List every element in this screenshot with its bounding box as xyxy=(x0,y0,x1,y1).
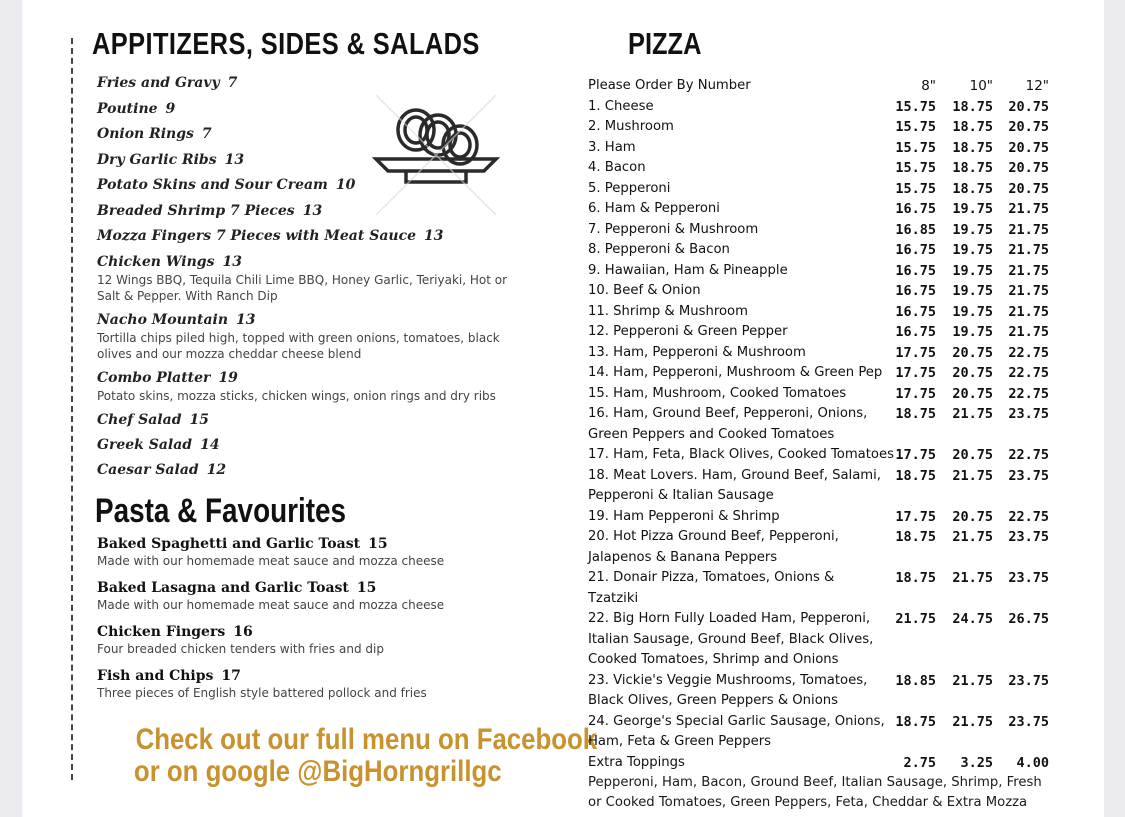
pizza-price: 22.75 xyxy=(1008,344,1049,361)
item-price: 15 xyxy=(368,536,388,552)
pizza-price: 22.75 xyxy=(1008,385,1049,402)
pizza-row xyxy=(588,322,1058,343)
item-name: Chicken Wings xyxy=(97,253,215,270)
pizza-name: 8. Pepperoni & Bacon xyxy=(588,242,730,257)
item-price: 13 xyxy=(236,311,256,328)
pizza-name: 17. Ham, Feta, Black Olives, Cooked Tomatoes xyxy=(588,447,894,462)
pizza-price: 16.75 xyxy=(895,283,936,299)
pizza-row xyxy=(588,507,1058,528)
pizza-price: 18.75 xyxy=(895,406,936,422)
appetizers-title: APPITIZERS, SIDES & SALADS xyxy=(92,26,480,61)
pizza-title: PIZZA xyxy=(628,26,702,61)
pizza-name: 4. Bacon xyxy=(588,160,646,175)
pizza-name: 12. Pepperoni & Green Pepper xyxy=(588,324,788,339)
appetizer-item xyxy=(97,227,517,246)
item-price: 19 xyxy=(218,369,238,386)
pizza-row xyxy=(588,609,1058,671)
pizza-row xyxy=(588,466,1058,507)
pizza-price: 17.75 xyxy=(895,344,936,361)
pizza-row xyxy=(588,343,1058,364)
pizza-header-row xyxy=(588,76,1058,97)
item-price: 13 xyxy=(302,202,323,219)
size-8: 8" xyxy=(921,78,936,94)
pizza-name: 20. Hot Pizza Ground Beef, Pepperoni, Jalapenos & Banana Peppers xyxy=(588,529,839,565)
pizza-name: Extra Toppings xyxy=(588,754,685,770)
pizza-price: 20.75 xyxy=(1008,119,1049,135)
pizza-price: 16.75 xyxy=(895,324,936,340)
item-price: 16 xyxy=(233,624,253,640)
pizza-row xyxy=(588,138,1058,159)
pizza-price: 3.25 xyxy=(960,754,993,771)
pizza-price: 22.75 xyxy=(1008,447,1049,463)
pizza-price: 21.75 xyxy=(952,713,993,730)
pizza-price: 18.75 xyxy=(952,160,993,176)
pizza-price: 20.75 xyxy=(1008,98,1049,115)
pizza-price: 17.75 xyxy=(895,447,936,463)
item-name: Caesar Salad xyxy=(97,461,199,478)
item-description: Potato skins, mozza sticks, chicken wings, onion rings and dry ribs xyxy=(97,388,496,403)
pizza-price: 24.75 xyxy=(952,611,993,627)
pizza-row xyxy=(588,117,1058,138)
pizza-table xyxy=(588,76,1058,813)
pizza-row xyxy=(588,302,1058,323)
pizza-price: 16.85 xyxy=(895,221,936,238)
item-price: 12 xyxy=(206,461,227,478)
pizza-price: 23.75 xyxy=(1008,406,1049,422)
pizza-name: 15. Ham, Mushroom, Cooked Tomatoes xyxy=(588,385,847,401)
item-name: Dry Garlic Ribs xyxy=(97,151,217,168)
item-price: 9 xyxy=(165,100,176,117)
pizza-price: 18.85 xyxy=(895,672,936,689)
pasta-list xyxy=(97,535,537,711)
pizza-price: 21.75 xyxy=(895,611,936,627)
pizza-row xyxy=(588,97,1058,118)
item-name: Fries and Gravy xyxy=(97,75,220,91)
item-name: Baked Spaghetti and Garlic Toast xyxy=(97,536,361,552)
pizza-price: 21.75 xyxy=(952,570,993,586)
pizza-row xyxy=(588,568,1058,609)
pizza-row xyxy=(588,363,1058,384)
pizza-price: 16.75 xyxy=(895,242,936,258)
item-price: 15 xyxy=(189,411,209,428)
item-price: 7 xyxy=(201,126,212,142)
pizza-price: 21.75 xyxy=(1008,262,1049,279)
pizza-name: 23. Vickie's Veggie Mushrooms, Tomatoes, Black Olives, Green Peppers & Onions xyxy=(588,672,868,708)
pizza-price: 20.75 xyxy=(952,385,993,402)
item-description: Made with our homemade meat sauce and mozza cheese xyxy=(97,598,445,612)
pizza-name: 1. Cheese xyxy=(588,98,654,114)
pizza-price: 4.00 xyxy=(1016,754,1049,771)
item-name: Chicken Fingers xyxy=(97,624,226,640)
pizza-price: 17.75 xyxy=(895,365,936,381)
pasta-item xyxy=(97,579,537,597)
pizza-price: 20.75 xyxy=(952,508,993,525)
pizza-row xyxy=(588,384,1058,405)
pizza-row xyxy=(588,158,1058,179)
pizza-price: 18.75 xyxy=(895,570,936,586)
pizza-name: 19. Ham Pepperoni & Shrimp xyxy=(588,508,780,524)
pizza-name: 3. Ham xyxy=(588,139,636,155)
pizza-price: 22.75 xyxy=(1008,365,1049,381)
pizza-price: 23.75 xyxy=(1008,713,1049,730)
appetizer-item xyxy=(97,253,517,272)
pizza-price: 15.75 xyxy=(895,180,936,197)
pizza-price: 21.75 xyxy=(1008,324,1049,340)
size-12: 12" xyxy=(1025,78,1049,94)
item-description: Tortilla chips piled high, topped with green onions, tomatoes, black olives and our mozza cheddar cheese blend xyxy=(97,330,500,361)
pizza-row xyxy=(588,712,1058,753)
item-name: Breaded Shrimp 7 Pieces xyxy=(97,202,295,219)
pizza-price: 18.75 xyxy=(895,529,936,545)
pizza-price: 16.75 xyxy=(895,201,936,217)
pizza-price: 21.75 xyxy=(952,529,993,545)
pizza-name: 10. Beef & Onion xyxy=(588,283,701,298)
pizza-price: 21.75 xyxy=(1008,303,1049,320)
pizza-price: 18.75 xyxy=(952,119,993,135)
pizza-price: 21.75 xyxy=(1008,221,1049,238)
size-10: 10" xyxy=(969,78,993,94)
item-price: 7 xyxy=(227,75,238,91)
dashed-divider xyxy=(71,38,73,780)
pizza-price: 23.75 xyxy=(1008,467,1049,484)
pizza-price: 21.75 xyxy=(1008,201,1049,217)
pizza-price: 15.75 xyxy=(895,98,936,115)
pizza-price: 21.75 xyxy=(1008,242,1049,258)
appetizer-item xyxy=(97,461,517,480)
pizza-price: 21.75 xyxy=(952,672,993,689)
pizza-price: 16.75 xyxy=(895,303,936,320)
item-description: 12 Wings BBQ, Tequila Chili Lime BBQ, Honey Garlic, Teriyaki, Hot or Salt & Pepper. With Ranch Dip xyxy=(97,272,508,303)
pizza-price: 23.75 xyxy=(1008,570,1049,586)
pasta-title: Pasta & Favourites xyxy=(95,492,347,530)
order-note: Please Order By Number xyxy=(588,78,751,93)
appetizer-item xyxy=(97,311,517,330)
pizza-name: 9. Hawaiian, Ham & Pineapple xyxy=(588,262,788,278)
pizza-price: 18.75 xyxy=(895,713,936,730)
pizza-row xyxy=(588,527,1058,568)
pizza-price: 2.75 xyxy=(903,754,936,771)
item-name: Combo Platter xyxy=(97,369,211,386)
pizza-price: 17.75 xyxy=(895,508,936,525)
pizza-row xyxy=(588,404,1058,445)
pizza-name: 21. Donair Pizza, Tomatoes, Onions & Tzatziki xyxy=(588,570,835,606)
pizza-row xyxy=(588,753,1058,774)
item-name: Greek Salad xyxy=(97,436,193,453)
pizza-price: 23.75 xyxy=(1008,672,1049,689)
pizza-name: 7. Pepperoni & Mushroom xyxy=(588,221,759,237)
onion-rings-plate-icon xyxy=(366,85,506,225)
pizza-price: 15.75 xyxy=(895,160,936,176)
pizza-price: 23.75 xyxy=(1008,529,1049,545)
facebook-promo xyxy=(98,723,598,788)
pizza-price: 18.75 xyxy=(895,467,936,484)
pizza-price: 19.75 xyxy=(952,221,993,238)
pizza-price: 18.75 xyxy=(952,98,993,115)
pizza-price: 18.75 xyxy=(952,180,993,197)
pizza-price: 17.75 xyxy=(895,385,936,402)
item-price: 10 xyxy=(335,177,356,193)
pizza-price: 19.75 xyxy=(952,283,993,299)
item-name: Chef Salad xyxy=(97,411,182,428)
pizza-price: 20.75 xyxy=(952,365,993,381)
pasta-item xyxy=(97,623,537,641)
pizza-row xyxy=(588,261,1058,282)
pizza-price: 21.75 xyxy=(952,406,993,422)
item-name: Mozza Fingers 7 Pieces with Meat Sauce xyxy=(97,228,416,244)
item-description: Made with our homemade meat sauce and mozza cheese xyxy=(97,554,445,568)
pizza-name: 18. Meat Lovers. Ham, Ground Beef, Salami, Pepperoni & Italian Sausage xyxy=(588,467,882,503)
item-price: 15 xyxy=(356,580,377,596)
pasta-item xyxy=(97,667,537,685)
pizza-price: 16.75 xyxy=(895,262,936,279)
pizza-name: 24. George's Special Garlic Sausage, Onions, Ham, Feta & Green Peppers xyxy=(588,713,885,749)
pizza-price: 19.75 xyxy=(952,324,993,340)
pizza-name: 11. Shrimp & Mushroom xyxy=(588,303,748,319)
pizza-name: 6. Ham & Pepperoni xyxy=(588,201,720,216)
item-name: Potato Skins and Sour Cream xyxy=(97,177,328,193)
item-name: Poutine xyxy=(97,100,158,117)
pizza-price: 20.75 xyxy=(952,344,993,361)
item-name: Fish and Chips xyxy=(97,668,214,684)
pizza-price: 15.75 xyxy=(895,139,936,156)
pizza-price: 21.75 xyxy=(1008,283,1049,299)
item-name: Nacho Mountain xyxy=(97,311,229,328)
pizza-name: 16. Ham, Ground Beef, Pepperoni, Onions, Green Peppers and Cooked Tomatoes xyxy=(588,406,868,442)
pizza-price: 18.75 xyxy=(952,139,993,156)
pizza-name: 22. Big Horn Fully Loaded Ham, Pepperoni, Italian Sausage, Ground Beef, Black Olives, Cooked Tomatoes, Shrimp and Onions xyxy=(588,611,874,667)
pizza-row xyxy=(588,281,1058,302)
pizza-row xyxy=(588,199,1058,220)
pizza-row xyxy=(588,179,1058,200)
item-price: 14 xyxy=(200,436,220,453)
appetizer-item xyxy=(97,436,517,455)
pizza-name: 13. Ham, Pepperoni & Mushroom xyxy=(588,344,806,360)
pizza-price: 20.75 xyxy=(1008,160,1049,176)
pizza-price: 15.75 xyxy=(895,119,936,135)
pizza-row xyxy=(588,671,1058,712)
item-price: 13 xyxy=(424,228,444,244)
item-name: Onion Rings xyxy=(97,126,194,142)
pizza-row xyxy=(588,240,1058,261)
pizza-price: 20.75 xyxy=(1008,139,1049,156)
pizza-price: 19.75 xyxy=(952,262,993,279)
pizza-price: 21.75 xyxy=(952,467,993,484)
pasta-item xyxy=(97,535,537,553)
item-name: Baked Lasagna and Garlic Toast xyxy=(97,580,349,596)
item-description: Four breaded chicken tenders with fries and dip xyxy=(97,642,384,656)
pizza-row xyxy=(588,220,1058,241)
pizza-name: 2. Mushroom xyxy=(588,119,674,134)
item-description: Three pieces of English style battered pollock and fries xyxy=(97,686,427,700)
item-price: 17 xyxy=(221,668,241,684)
promo-line-1: Check out our full menu on Facebook xyxy=(135,723,598,756)
item-price: 13 xyxy=(224,151,245,168)
pizza-price: 26.75 xyxy=(1008,611,1049,627)
pizza-row xyxy=(588,445,1058,466)
pizza-price: 22.75 xyxy=(1008,508,1049,525)
pizza-name: 5. Pepperoni xyxy=(588,180,671,196)
promo-line-2: or on google @BigHorngrillgc xyxy=(134,755,502,788)
pizza-price: 19.75 xyxy=(952,201,993,217)
pizza-price: 20.75 xyxy=(1008,180,1049,197)
toppings-list: Pepperoni, Ham, Bacon, Ground Beef, Italian Sausage, Shrimp, Fresh or Cooked Tomatoes, Green Peppers, Feta, Cheddar & Extra Mozza xyxy=(588,775,1042,810)
pizza-price: 19.75 xyxy=(952,303,993,320)
item-price: 13 xyxy=(222,253,242,270)
pizza-name: 14. Ham, Pepperoni, Mushroom & Green Pep xyxy=(588,365,883,380)
appetizer-item xyxy=(97,411,517,430)
pizza-price: 19.75 xyxy=(952,242,993,258)
pizza-price: 20.75 xyxy=(952,447,993,463)
appetizer-item xyxy=(97,369,517,388)
